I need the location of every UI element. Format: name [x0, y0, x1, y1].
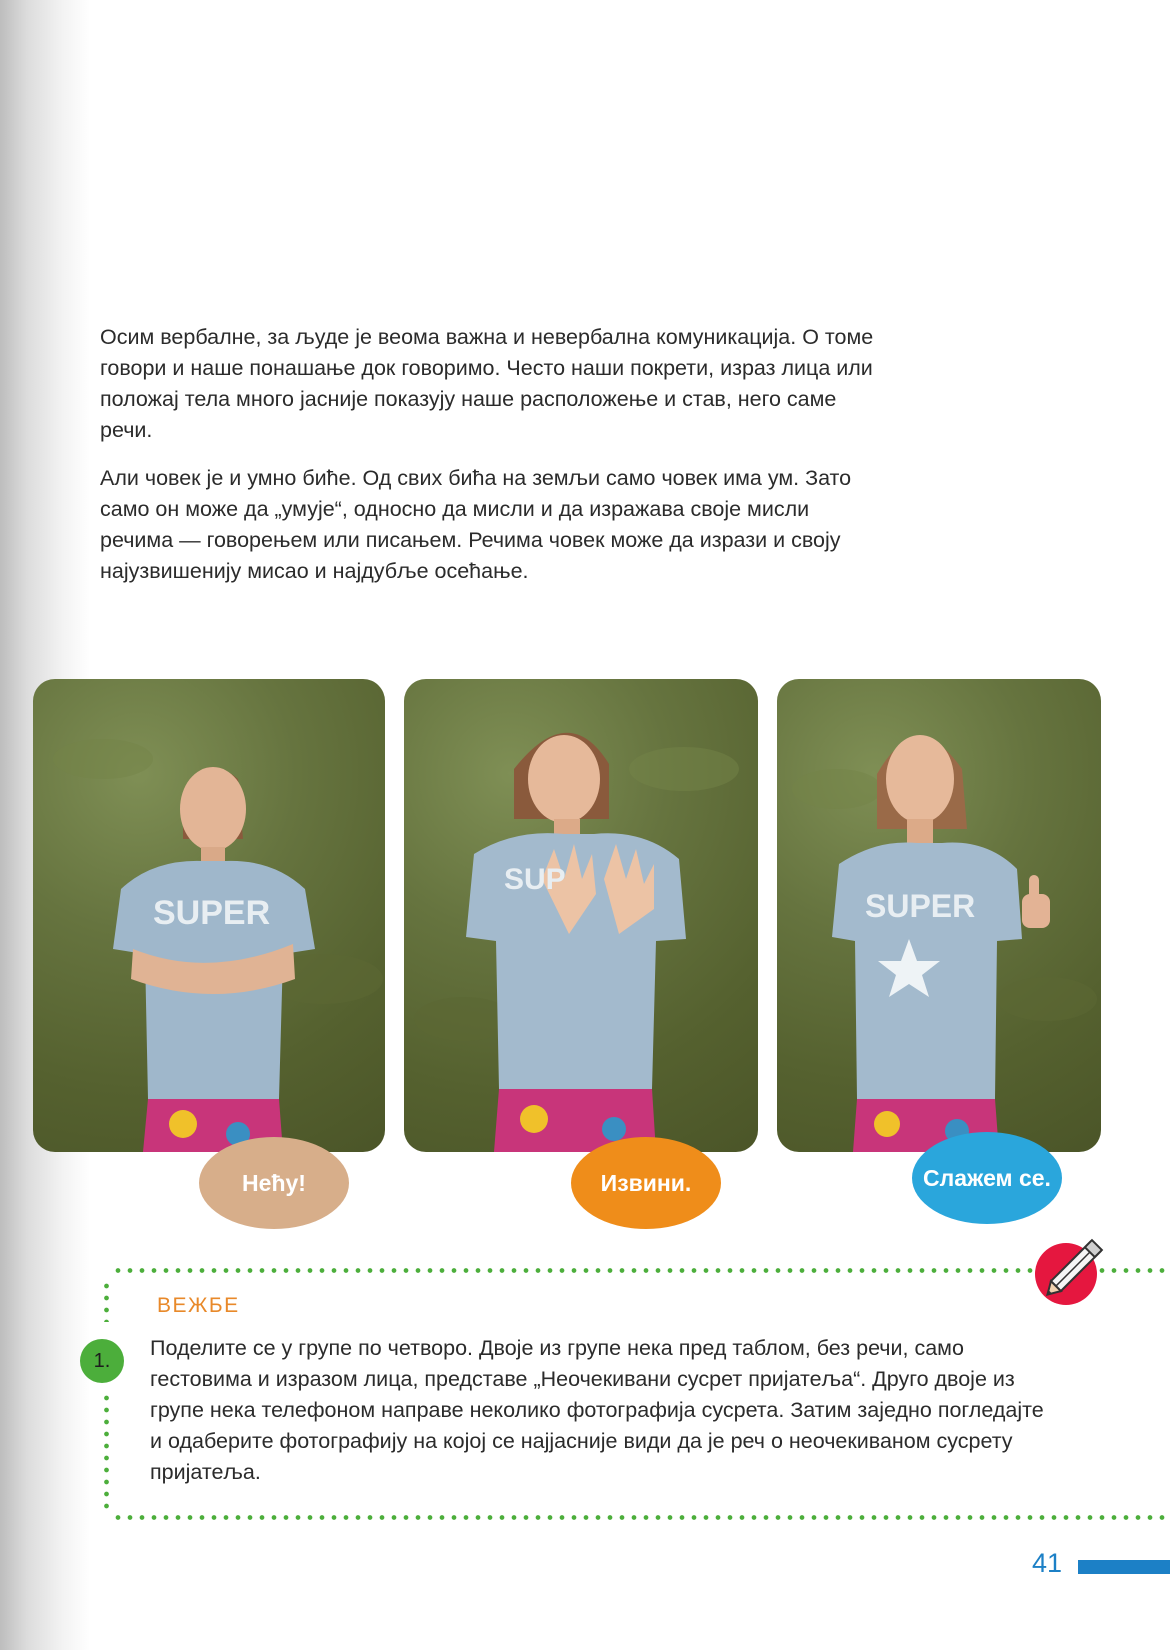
exercise-border-left [104, 1280, 109, 1322]
photo-girl-thumbs-up [777, 679, 1101, 1152]
svg-text:SUP: SUP [504, 863, 566, 896]
pencil-icon [1034, 1226, 1116, 1308]
exercise-heading: ВЕЖБЕ [157, 1294, 240, 1317]
svg-text:SUPER: SUPER [153, 894, 271, 932]
paragraph-mind: Али човек је и умно биће. Од свих бића на земљи само човек има ум. Зато само он може да „умује“, односно да мисли и да изражава своје мисли речима — говорењем или писањем. Речима човек може да изрази и своју најузвишенију мисао и најдубље осећање. [100, 466, 852, 583]
page-number: 41 [1032, 1548, 1063, 1578]
photo-girl-hands-raised [404, 679, 758, 1152]
caption-bubble-agree: Слажем се. [912, 1132, 1062, 1224]
caption-bubble-refuse: Нећу! [199, 1137, 349, 1229]
girl-thumbs-up-illustration [777, 679, 1101, 1152]
page-number-bar [1078, 1560, 1170, 1574]
photo-girl-arms-crossed [33, 679, 385, 1152]
exercise-border-left [104, 1392, 109, 1512]
exercise-number-badge: 1. [80, 1339, 124, 1383]
exercise-instructions: Поделите се у групе по четворо. Двоје из групе нека пред таблом, без речи, само гестовима и изразом лица, представе „Неочекивани сусрет пријатеља“. Друго двоје из групе нека телефоном направе неколико фотографија сусрета. Затим заједно погледајте и одаберите фотографију на којој се најјасније види да је реч о неочекиваном сусрету пријатеља. [150, 1336, 1044, 1484]
svg-text:SUPER: SUPER [865, 888, 976, 924]
exercise-border-top [112, 1268, 1170, 1273]
caption-bubble-sorry: Извини. [571, 1137, 721, 1229]
girl-arms-crossed-illustration [33, 679, 385, 1152]
paragraph-nonverbal: Осим вербалне, за људе је веома важна и невербална комуникација. О томе говори и наше понашање док говоримо. Често наши покрети, израз лица или положај тела много јасније показују наше расположење и став, него саме речи. [100, 325, 874, 442]
girl-hands-raised-illustration [404, 679, 758, 1152]
exercise-border-bottom [112, 1515, 1170, 1520]
